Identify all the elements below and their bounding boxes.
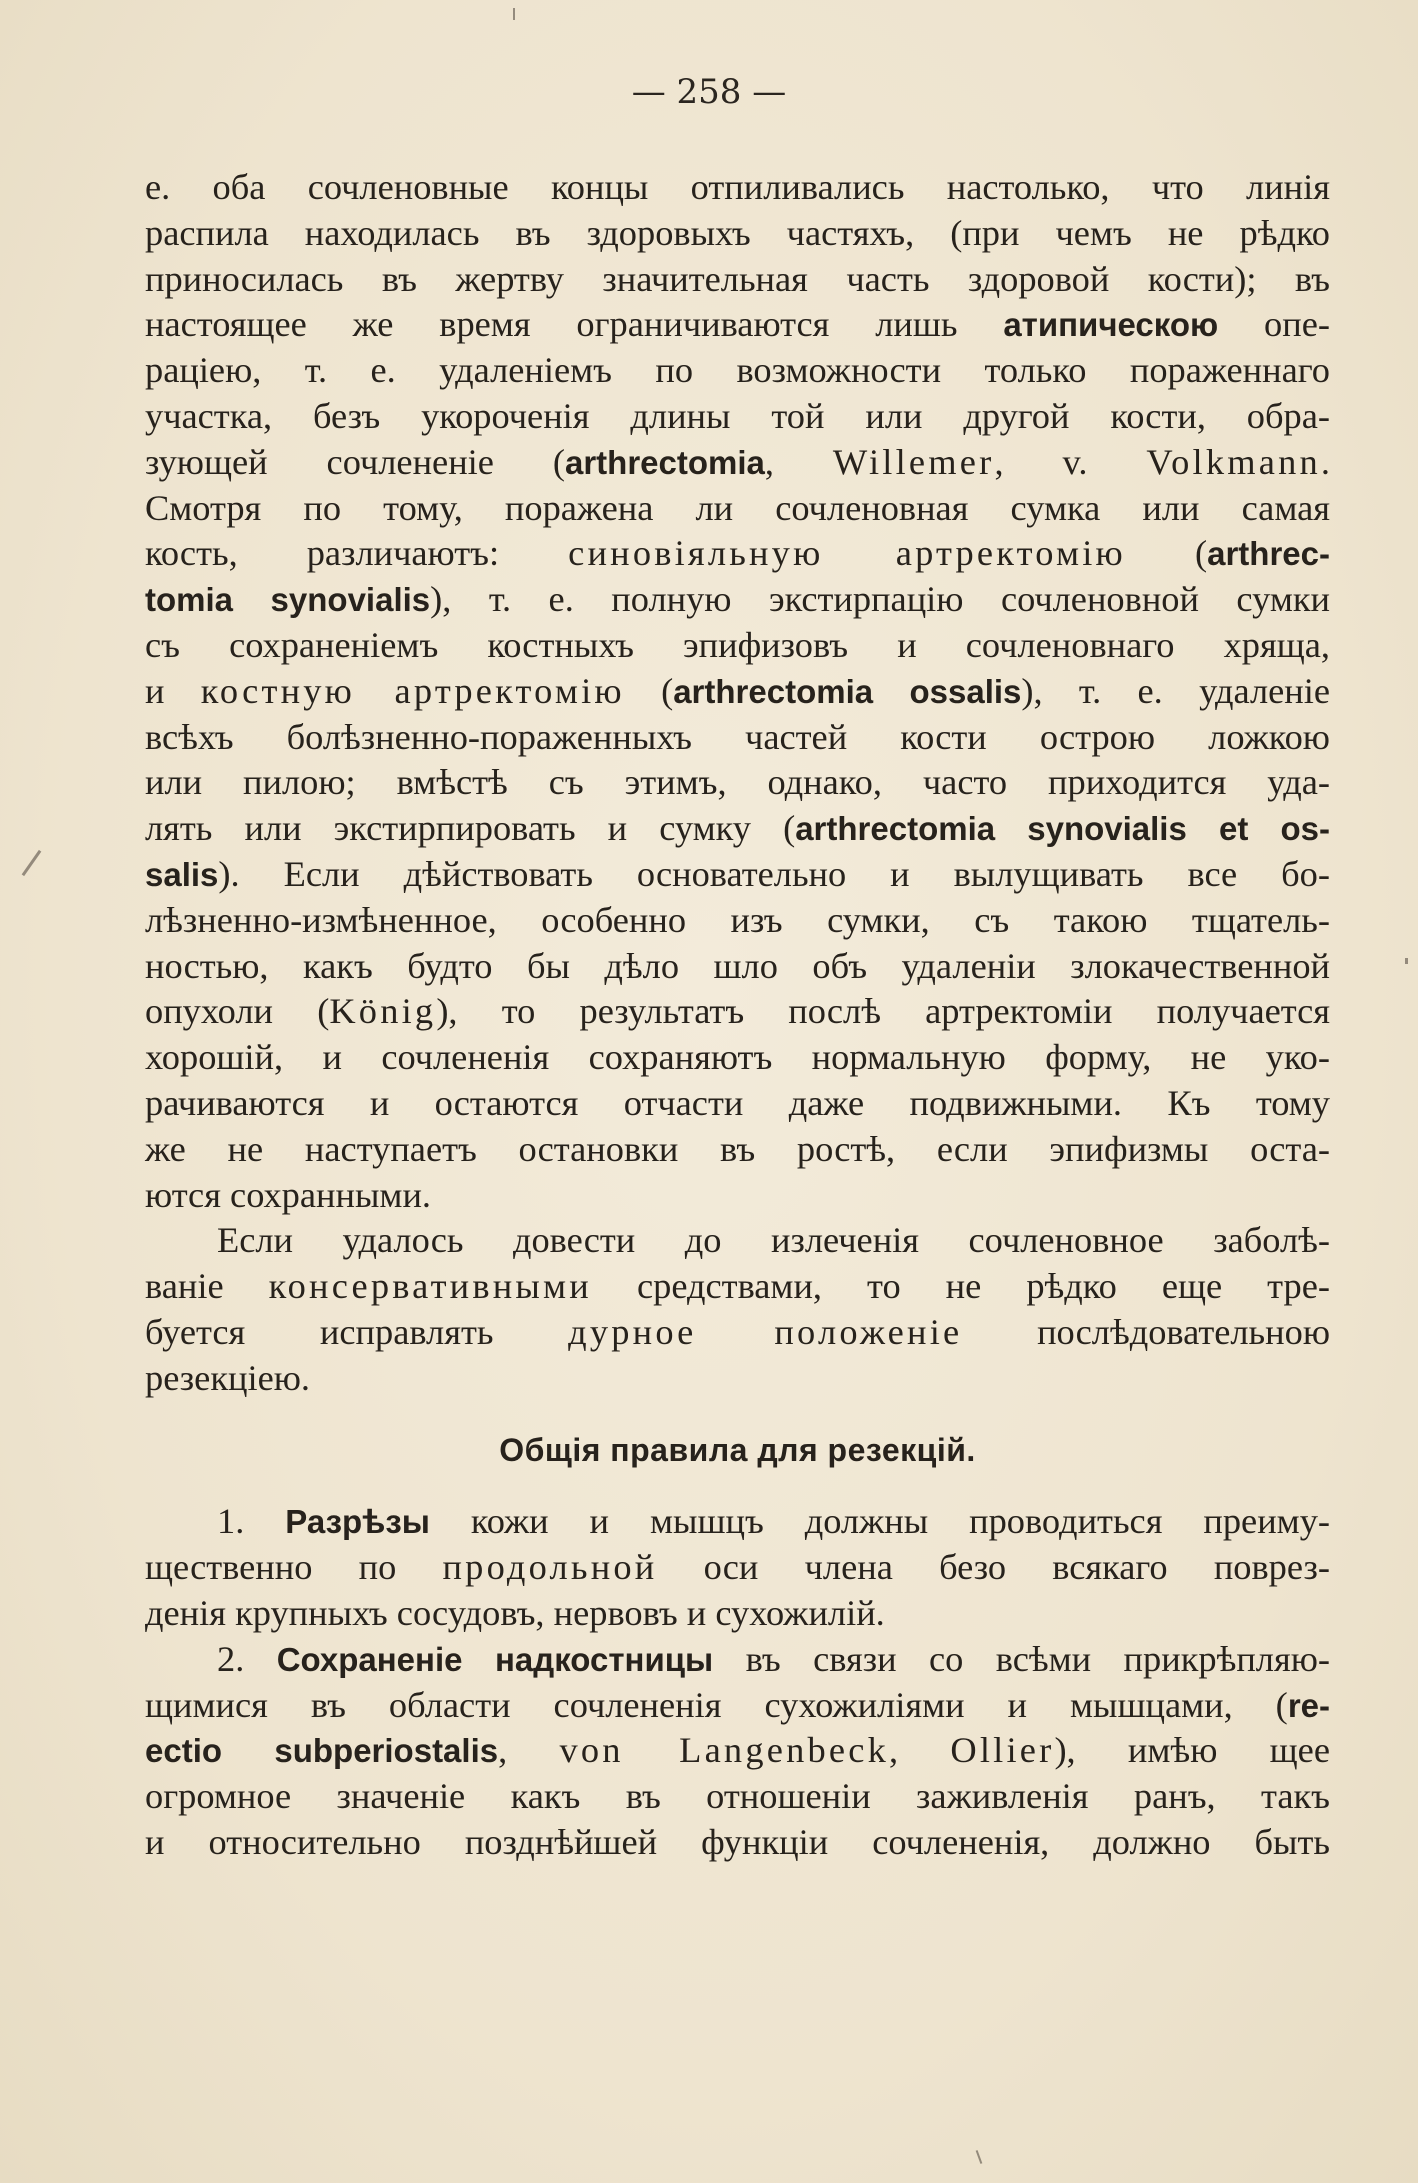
scan-speck	[513, 8, 515, 20]
spaced-term: синовіяльную артректомію	[568, 533, 1126, 574]
text-run: ), имѣю щее	[1054, 1730, 1330, 1771]
text-run: настоящее же время ограничиваются лишь	[145, 304, 1004, 345]
text-line: же не наступаетъ остановки въ ростѣ, если эпифизмы оста-	[145, 1128, 1330, 1169]
text-run: зующей сочлененіе (	[145, 441, 565, 482]
bold-term: arthrec-	[1207, 535, 1330, 573]
text-run: въ связи со всѣми прикрѣпляю-	[713, 1638, 1331, 1679]
author-name: König	[329, 991, 437, 1032]
text-run: (	[624, 670, 674, 711]
text-line: огромное значеніе какъ въ отношеніи заживленія ранъ, такъ	[145, 1776, 1330, 1817]
spaced-term: консервативными	[268, 1266, 592, 1307]
text-line: распила находилась въ здоровыхъ частяхъ, (при чемъ не рѣдко	[145, 212, 1330, 253]
text-line	[145, 1683, 1330, 1729]
text-line	[145, 1545, 1330, 1591]
text-line	[145, 1637, 1330, 1683]
text-run: буется исправлять	[145, 1311, 569, 1352]
text-run: щественно по	[145, 1547, 443, 1588]
text-line: всѣхъ болѣзненно-пораженныхъ частей кости острою ложкою	[145, 716, 1330, 757]
text-run: 2.	[217, 1638, 277, 1679]
text-line: или пилою; вмѣстѣ съ этимъ, однако, часто приходится уда-	[145, 762, 1330, 803]
text-run: (	[1125, 533, 1208, 574]
bold-term: re-	[1287, 1686, 1330, 1724]
bold-term: arthrectomia ossalis	[673, 672, 1022, 710]
scan-speck	[1405, 958, 1408, 964]
text-line	[145, 531, 1330, 577]
spaced-term: дурное положеніе	[568, 1311, 963, 1352]
text-line	[145, 989, 1330, 1035]
text-line: рачиваются и остаются отчасти даже подвижными. Къ тому	[145, 1082, 1330, 1123]
bold-term: arthrectomia synovialis et os-	[795, 810, 1330, 848]
text-run: опухоли (	[145, 991, 330, 1032]
text-run: .	[1320, 441, 1330, 482]
author-name: Ollier	[950, 1730, 1055, 1771]
text-line: ностью, какъ будто бы дѣло шло объ удаленіи злокачественной	[145, 945, 1330, 986]
text-run: ваніе	[145, 1266, 269, 1307]
text-line	[145, 302, 1330, 348]
scan-speck	[976, 2150, 983, 2164]
text-run: ), то результатъ послѣ артректоміи получается	[436, 991, 1330, 1032]
text-run: кость, различаютъ:	[145, 533, 569, 574]
text-line	[145, 852, 1330, 898]
text-line: хорошій, и сочлененія сохраняютъ нормальную форму, не уко-	[145, 1037, 1330, 1078]
author-name: Willemer	[832, 441, 995, 482]
text-run: послѣдовательною	[962, 1311, 1330, 1352]
text-line: приносилась въ жертву значительная часть здоровой кости); въ	[145, 258, 1330, 299]
text-run: 1.	[217, 1501, 286, 1542]
bold-term: arthrectomia	[564, 443, 765, 481]
bold-term: атипическою	[1003, 306, 1219, 344]
text-run: ,	[498, 1730, 560, 1771]
spaced-term: костную артректомію	[200, 670, 625, 711]
section-heading: Общія правила для резекцій.	[499, 1431, 976, 1468]
author-name: von Langenbeck	[559, 1730, 889, 1771]
text-line: и относительно позднѣйшей функціи сочлененія, должно быть	[145, 1821, 1330, 1862]
text-line: Если удалось довести до излеченія сочленовное заболѣ-	[217, 1220, 1330, 1261]
page-number: — 258 —	[631, 72, 787, 112]
text-line	[145, 577, 1330, 623]
text-run: ). Если дѣйствовать основательно и вылущивать все бо-	[218, 853, 1330, 894]
text-run: ), т. е. полную экстирпацію сочленовной сумки	[430, 579, 1331, 620]
text-run: и	[145, 670, 201, 711]
text-line	[145, 806, 1330, 852]
text-line	[145, 1499, 1330, 1545]
text-run: средствами, то не рѣдко еще тре-	[591, 1266, 1330, 1307]
text-line	[145, 1310, 1330, 1356]
bold-term: tomia synovialis	[145, 581, 431, 619]
bold-term: Сохраненіе надкостницы	[276, 1640, 714, 1678]
text-line: е. оба сочленовные концы отпиливались настолько, что линія	[145, 167, 1330, 207]
text-line	[145, 1264, 1330, 1310]
text-run: ,	[888, 1730, 951, 1771]
text-line	[145, 669, 1330, 715]
margin-pencil-mark	[22, 850, 42, 876]
author-name: Volkmann	[1146, 441, 1321, 482]
text-line	[145, 1728, 1330, 1774]
text-run: кожи и мышцъ должны проводиться преиму-	[429, 1501, 1331, 1542]
bold-term: Разрѣзы	[285, 1503, 430, 1541]
text-run: , v.	[994, 441, 1147, 482]
text-line: лѣзненно-измѣненное, особенно изъ сумки, съ такою тщатель-	[145, 899, 1330, 940]
text-line: раціею, т. е. удаленіемъ по возможности только пораженнаго	[145, 350, 1330, 391]
body-text	[145, 165, 1330, 1866]
text-run: опе-	[1218, 304, 1330, 345]
text-run: лять или экстирпировать и сумку (	[145, 808, 796, 849]
text-line: Смотря по тому, поражена ли сочленовная сумка или самая	[145, 487, 1330, 528]
text-run: ), т. е. удаленіе	[1021, 670, 1331, 711]
text-line: резекціею.	[145, 1357, 311, 1398]
bold-term: salis	[145, 855, 219, 893]
text-run: оси члена безо всякаго поврез-	[657, 1547, 1330, 1588]
text-line	[145, 440, 1330, 486]
text-line: участка, безъ укороченія длины той или другой кости, обра-	[145, 395, 1330, 436]
text-line: съ сохраненіемъ костныхъ эпифизовъ и сочленовнаго хряща,	[145, 624, 1330, 665]
text-run: ,	[764, 441, 833, 482]
text-line: ются сохранными.	[145, 1174, 432, 1215]
text-line: денія крупныхъ сосудовъ, нервовъ и сухожилій.	[145, 1592, 885, 1633]
bold-term: ectio subperiostalis	[145, 1732, 499, 1770]
spaced-term: продольной	[442, 1547, 658, 1588]
text-run: щимися въ области сочлененія сухожиліями и мышцами, (	[145, 1684, 1288, 1725]
